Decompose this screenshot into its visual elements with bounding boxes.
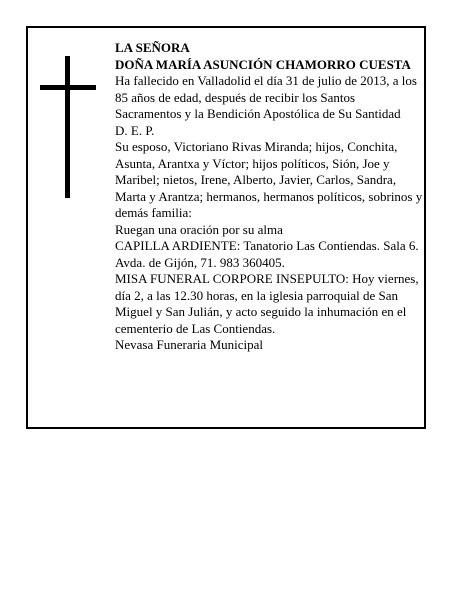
cross-vertical-bar — [65, 56, 70, 198]
obituary-notice — [26, 26, 426, 429]
mass-info: MISA FUNERAL CORPORE INSEPULTO: Hoy viernes, día 2, a las 12.30 horas, en la iglesia parroquial de San Miguel y San Julián, y acto seguido la inhumación en el cementerio de Las Contiendas. — [115, 271, 419, 336]
obituary-text — [115, 40, 423, 354]
deceased-name: DOÑA MARÍA ASUNCIÓN CHAMORRO CUESTA — [115, 56, 411, 72]
rest-in-peace: D. E. P. — [115, 122, 155, 138]
family-list: Su esposo, Victoriano Rivas Miranda; hijos, Conchita, Asunta, Arantxa y Víctor; hijos políticos, Sión, Joe y Maribel; nietos, Irene, Alberto, Javier, Carlos, Sandra, Marta y Arantza; hermanos, hermanos políticos, sobrinos y demás familia: — [115, 139, 423, 220]
prayer-request: Ruegan una oración por su alma — [115, 221, 283, 237]
chapel-info: CAPILLA ARDIENTE: Tanatorio Las Contiendas. Sala 6. Avda. de Gijón, 71. 983 360405. — [115, 238, 419, 270]
heading-title: LA SEÑORA — [115, 40, 190, 55]
funeral-home: Nevasa Funeraria Municipal — [115, 337, 264, 352]
death-announcement: Ha fallecido en Valladolid el día 31 de julio de 2013, a los 85 años de edad, después de recibir los Santos Sacramentos y la Bendición Apostólica de Su Santidad — [115, 73, 417, 121]
cross-horizontal-bar — [40, 85, 96, 90]
